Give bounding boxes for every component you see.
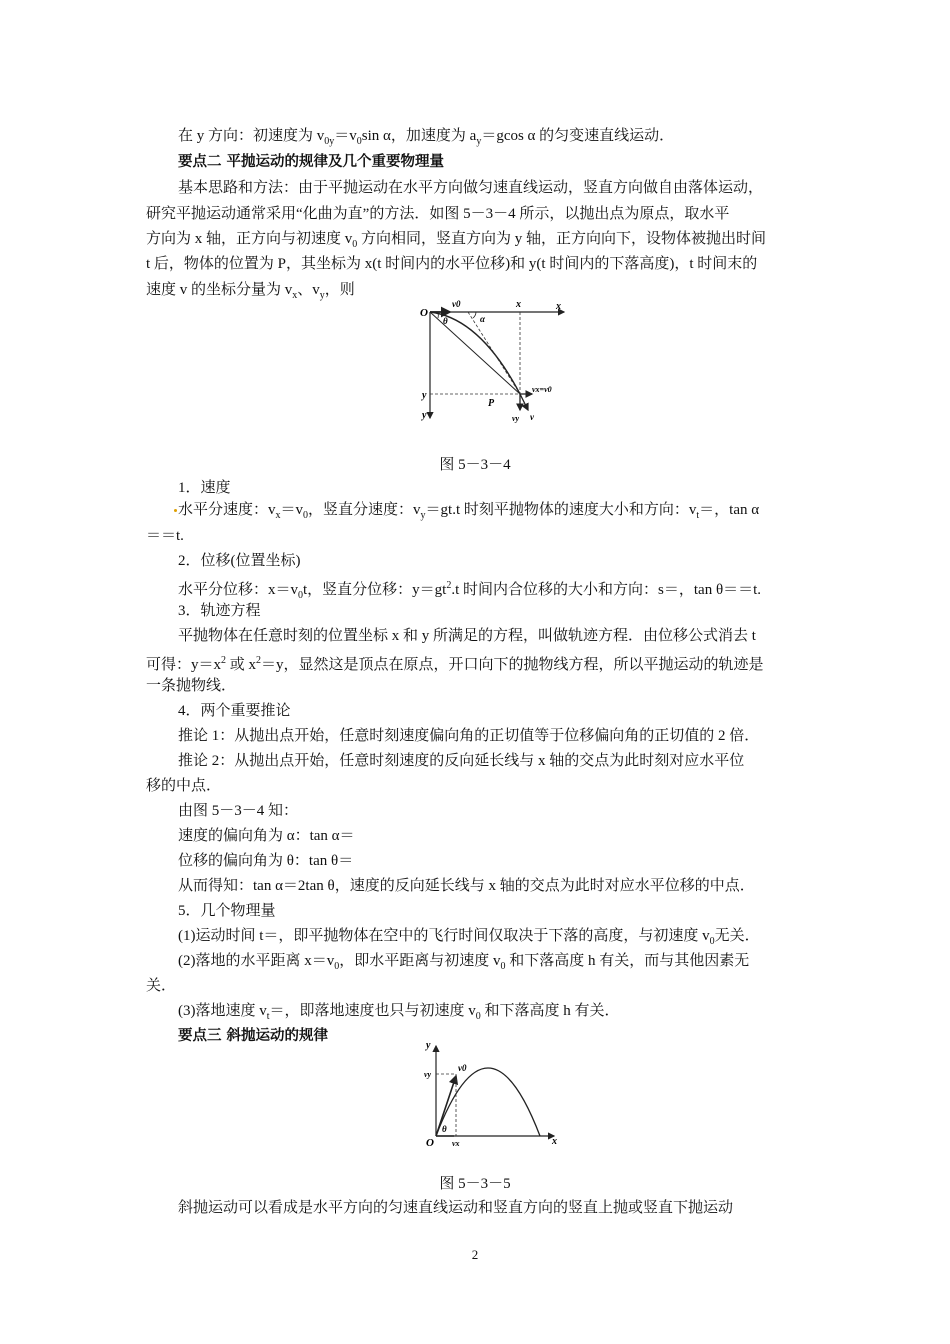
x-label: x <box>516 299 521 310</box>
origin-label: O <box>420 307 428 319</box>
subheading: 2．位移(位置坐标) <box>178 553 301 569</box>
figure-5-3-5 <box>418 1040 564 1150</box>
x-axis-label: x <box>556 301 561 312</box>
vx-label: vx=v0 <box>532 385 552 394</box>
text-line: 水平分位移：$x=v_0t$，竖直分位移：$y=gt^2.t$ 时间内合位移的大小和方向：s＝，tan θ＝＝t. <box>178 580 762 601</box>
text-line: 可得：$y=x^2$ 或 $x^2=y$，显然这是顶点在原点，开口向下的抛物线方程，所以平抛运动的轨迹是 <box>146 655 764 673</box>
text-line: 关． <box>146 978 177 994</box>
x-axis-label: x <box>552 1136 557 1147</box>
v-label: v <box>530 412 534 422</box>
vy-label: vy <box>512 414 520 423</box>
text-line: 速度 v 的坐标分量为 $v_x$、$v_y$，则 <box>146 282 355 301</box>
text-line: 斜抛运动可以看成是水平方向的匀速直线运动和竖直方向的竖直上抛或竖直下抛运动 <box>178 1200 734 1216</box>
subheading: 3．轨迹方程 <box>178 603 261 619</box>
v0-label: v0 <box>458 1063 467 1073</box>
section-heading: 要点二 平抛运动的规律及几个重要物理量 <box>178 154 445 170</box>
text-line: (2)落地的水平距离 $x=v_0$，即水平距离与初速度 $v_0$ 和下落高度 h 有关，而与其他因素无 <box>178 953 750 972</box>
subheading: 5．几个物理量 <box>178 903 276 919</box>
vx-label: vx <box>452 1139 460 1148</box>
trajectory-curve <box>436 1068 540 1136</box>
text-line: 从而得知：tan α＝2tan θ，速度的反向延长线与 x 轴的交点为此时对应水平位移的中点． <box>178 878 755 894</box>
section-heading: 要点三 斜抛运动的规律 <box>178 1028 329 1044</box>
text-line: 推论 1：从抛出点开始，任意时刻速度偏向角的正切值等于位移偏向角的正切值的 2 倍． <box>178 728 760 744</box>
text-line: (3)落地速度 $v_t=$，即落地速度也只与初速度 $v_0$ 和下落高度 h 有关． <box>178 1003 620 1022</box>
figure-5-3-4 <box>416 298 572 426</box>
text-line: 由图 5－3－4 知： <box>178 803 299 819</box>
text-line: 基本思路和方法：由于平抛运动在水平方向做匀速直线运动，竖直方向做自由落体运动， <box>178 180 764 196</box>
alpha-arc <box>473 312 476 318</box>
v-vector <box>520 394 528 410</box>
text-line: 速度的偏向角为 α：tan α＝ <box>178 828 355 844</box>
text-line: t 后，物体的位置为 P，其坐标为 x(t 时间内的水平位移)和 y(t 时间内的下落高度)，t 时间末的 <box>146 256 758 272</box>
theta-label: θ <box>442 1124 447 1134</box>
page-number: 2 <box>471 1247 479 1262</box>
text-line: 平抛物体在任意时刻的位置坐标 x 和 y 所满足的方程，叫做轨迹方程．由位移公式消去 t <box>178 628 756 644</box>
theta-label: θ <box>443 316 448 326</box>
text-line: 在 y 方向：初速度为 $v_{0y}=v_0\sin$ α，加速度为 $a_y=gcos$ α 的匀变速直线运动． <box>178 128 675 147</box>
text-line: ＝＝t. <box>146 528 184 544</box>
text-line: 一条抛物线． <box>146 678 237 694</box>
y-label: y <box>422 390 427 401</box>
origin-label: O <box>426 1137 434 1149</box>
text-line: (1)运动时间 t＝，即平抛物体在空中的飞行时间仅取决于下落的高度，与初速度 $v_0$无关． <box>178 928 760 947</box>
text-line: 方向为 x 轴，正方向与初速度 $v_0$ 方向相同，竖直方向为 y 轴，正方向向下，设物体被抛出时间 <box>146 231 767 250</box>
point-p-label: P <box>488 398 495 409</box>
subheading: 4．两个重要推论 <box>178 703 291 719</box>
subheading: 1．速度 <box>178 480 231 496</box>
text-line: 研究平抛运动通常采用“化曲为直”的方法．如图 5－3－4 所示，以抛出点为原点，取水平 <box>146 206 730 222</box>
vy-label: vy <box>424 1070 432 1079</box>
text-line: 推论 2：从抛出点开始，任意时刻速度的反向延长线与 x 轴的交点为此时刻对应水平位 <box>178 753 745 769</box>
figure-caption: 图 5－3－5 <box>439 1176 511 1192</box>
figure-caption: 图 5－3－4 <box>439 457 511 473</box>
v0-label: v0 <box>452 299 461 309</box>
y-axis-label: y <box>426 1040 431 1051</box>
text-line: 位移的偏向角为 θ：tan θ＝ <box>178 853 354 869</box>
text-line: 移的中点． <box>146 778 222 794</box>
y-axis-label: y <box>422 410 427 421</box>
text-line: 水平分速度：$v_x=v_0$，竖直分速度：$v_y=gt.t$ 时刻平抛物体的速度大小和方向：$v_t=$，tan α <box>174 500 838 526</box>
alpha-label: α <box>480 314 485 324</box>
